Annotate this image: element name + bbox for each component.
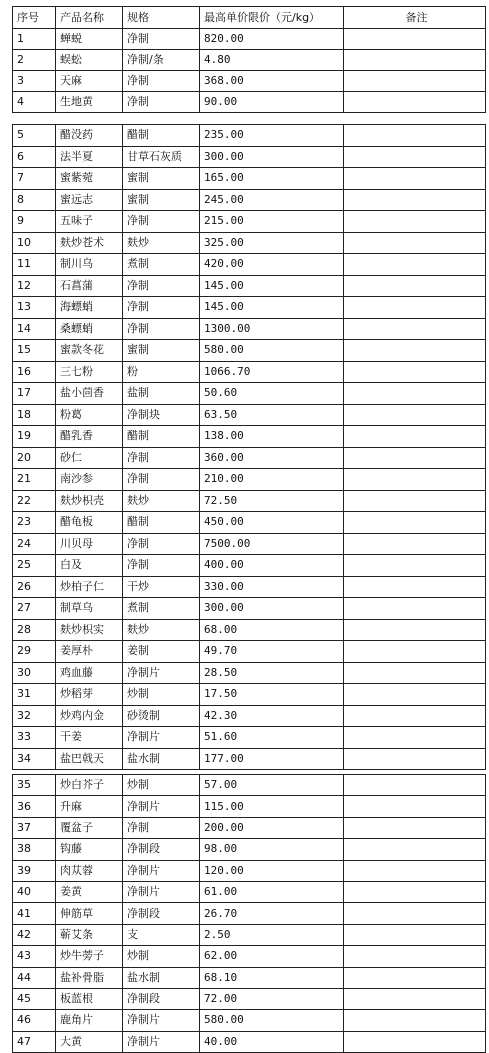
cell-spec: 蜜制 <box>123 168 200 190</box>
cell-index: 35 <box>13 775 56 796</box>
cell-max-price: 2.50 <box>200 924 344 945</box>
cell-product-name: 蜜款冬花 <box>56 340 123 362</box>
cell-max-price: 90.00 <box>200 92 344 113</box>
cell-index: 9 <box>13 211 56 233</box>
cell-remark <box>344 748 486 770</box>
table-row <box>13 232 486 254</box>
cell-spec: 净制片 <box>123 1010 200 1031</box>
cell-remark <box>344 340 486 362</box>
cell-remark <box>344 946 486 967</box>
cell-spec: 净制 <box>123 297 200 319</box>
cell-product-name: 炒稻芽 <box>56 684 123 706</box>
cell-remark <box>344 1031 486 1052</box>
cell-max-price: 42.30 <box>200 705 344 727</box>
table-row <box>13 839 486 860</box>
cell-max-price: 72.00 <box>200 988 344 1009</box>
table-row <box>13 211 486 233</box>
table-row <box>13 775 486 796</box>
cell-index: 41 <box>13 903 56 924</box>
cell-product-name: 三七粉 <box>56 361 123 383</box>
cell-max-price: 215.00 <box>200 211 344 233</box>
cell-max-price: 68.10 <box>200 967 344 988</box>
cell-index: 45 <box>13 988 56 1009</box>
cell-remark <box>344 839 486 860</box>
cell-remark <box>344 469 486 491</box>
table-row <box>13 684 486 706</box>
cell-remark <box>344 29 486 50</box>
cell-max-price: 138.00 <box>200 426 344 448</box>
cell-max-price: 580.00 <box>200 1010 344 1031</box>
cell-spec: 净制 <box>123 71 200 92</box>
cell-index: 36 <box>13 796 56 817</box>
cell-spec: 粉 <box>123 361 200 383</box>
cell-index: 29 <box>13 641 56 663</box>
header-product-name: 产品名称 <box>56 7 123 29</box>
cell-max-price: 68.00 <box>200 619 344 641</box>
cell-product-name: 制草乌 <box>56 598 123 620</box>
cell-remark <box>344 967 486 988</box>
table-row <box>13 490 486 512</box>
cell-spec: 净制段 <box>123 988 200 1009</box>
cell-spec: 净制 <box>123 469 200 491</box>
price-table-part-3 <box>12 774 486 1053</box>
cell-spec: 麸炒 <box>123 232 200 254</box>
table-row <box>13 748 486 770</box>
cell-product-name: 鹿角片 <box>56 1010 123 1031</box>
cell-index: 37 <box>13 817 56 838</box>
cell-max-price: 17.50 <box>200 684 344 706</box>
table-row <box>13 29 486 50</box>
cell-max-price: 360.00 <box>200 447 344 469</box>
cell-spec: 净制 <box>123 555 200 577</box>
table-row <box>13 860 486 881</box>
cell-spec: 甘草石灰质 <box>123 146 200 168</box>
cell-remark <box>344 318 486 340</box>
cell-max-price: 63.50 <box>200 404 344 426</box>
table-row <box>13 533 486 555</box>
cell-spec: 煮制 <box>123 598 200 620</box>
cell-remark <box>344 383 486 405</box>
cell-max-price: 1300.00 <box>200 318 344 340</box>
cell-remark <box>344 533 486 555</box>
cell-remark <box>344 512 486 534</box>
cell-spec: 净制 <box>123 817 200 838</box>
cell-index: 26 <box>13 576 56 598</box>
cell-spec: 干炒 <box>123 576 200 598</box>
cell-remark <box>344 361 486 383</box>
table-row <box>13 988 486 1009</box>
cell-spec: 支 <box>123 924 200 945</box>
cell-index: 33 <box>13 727 56 749</box>
cell-remark <box>344 796 486 817</box>
cell-remark <box>344 189 486 211</box>
table-row <box>13 125 486 147</box>
cell-max-price: 177.00 <box>200 748 344 770</box>
cell-product-name: 蜈蚣 <box>56 50 123 71</box>
cell-product-name: 麸炒苍术 <box>56 232 123 254</box>
cell-remark <box>344 71 486 92</box>
cell-product-name: 蜜紫菀 <box>56 168 123 190</box>
cell-remark <box>344 619 486 641</box>
cell-product-name: 钩藤 <box>56 839 123 860</box>
cell-spec: 姜制 <box>123 641 200 663</box>
cell-spec: 蜜制 <box>123 189 200 211</box>
table-row <box>13 555 486 577</box>
cell-spec: 净制 <box>123 211 200 233</box>
header-max-price: 最高单价限价（元/kg） <box>200 7 344 29</box>
cell-spec: 净制 <box>123 29 200 50</box>
cell-product-name: 天麻 <box>56 71 123 92</box>
cell-index: 44 <box>13 967 56 988</box>
cell-index: 46 <box>13 1010 56 1031</box>
cell-product-name: 大黄 <box>56 1031 123 1052</box>
cell-index: 11 <box>13 254 56 276</box>
price-table-part-2 <box>12 124 486 770</box>
cell-spec: 麸炒 <box>123 490 200 512</box>
table-row <box>13 447 486 469</box>
table-row <box>13 619 486 641</box>
cell-remark <box>344 555 486 577</box>
cell-spec: 净制 <box>123 92 200 113</box>
cell-spec: 净制片 <box>123 1031 200 1052</box>
cell-max-price: 420.00 <box>200 254 344 276</box>
cell-index: 47 <box>13 1031 56 1052</box>
table-row <box>13 662 486 684</box>
cell-product-name: 粉葛 <box>56 404 123 426</box>
cell-spec: 盐水制 <box>123 967 200 988</box>
cell-index: 32 <box>13 705 56 727</box>
cell-max-price: 300.00 <box>200 598 344 620</box>
cell-remark <box>344 168 486 190</box>
table-row <box>13 576 486 598</box>
cell-max-price: 120.00 <box>200 860 344 881</box>
table-row <box>13 641 486 663</box>
cell-spec: 净制段 <box>123 903 200 924</box>
cell-product-name: 炒柏子仁 <box>56 576 123 598</box>
cell-index: 28 <box>13 619 56 641</box>
cell-max-price: 325.00 <box>200 232 344 254</box>
cell-product-name: 板蓝根 <box>56 988 123 1009</box>
cell-spec: 净制 <box>123 318 200 340</box>
cell-remark <box>344 125 486 147</box>
cell-remark <box>344 662 486 684</box>
cell-max-price: 49.70 <box>200 641 344 663</box>
cell-product-name: 盐巴戟天 <box>56 748 123 770</box>
cell-remark <box>344 211 486 233</box>
cell-spec: 盐水制 <box>123 748 200 770</box>
cell-product-name: 制川乌 <box>56 254 123 276</box>
cell-index: 5 <box>13 125 56 147</box>
cell-spec: 醋制 <box>123 426 200 448</box>
cell-remark <box>344 924 486 945</box>
table-row <box>13 946 486 967</box>
cell-max-price: 115.00 <box>200 796 344 817</box>
cell-product-name: 蜜远志 <box>56 189 123 211</box>
cell-remark <box>344 817 486 838</box>
cell-index: 25 <box>13 555 56 577</box>
cell-product-name: 醋龟板 <box>56 512 123 534</box>
cell-spec: 砂烫制 <box>123 705 200 727</box>
table-row <box>13 598 486 620</box>
cell-product-name: 石菖蒲 <box>56 275 123 297</box>
cell-spec: 蜜制 <box>123 340 200 362</box>
cell-product-name: 炒牛蒡子 <box>56 946 123 967</box>
cell-remark <box>344 232 486 254</box>
cell-index: 21 <box>13 469 56 491</box>
table-row <box>13 146 486 168</box>
cell-remark <box>344 775 486 796</box>
cell-remark <box>344 641 486 663</box>
table-row <box>13 924 486 945</box>
table-row <box>13 967 486 988</box>
cell-spec: 净制片 <box>123 662 200 684</box>
table-row <box>13 469 486 491</box>
cell-index: 6 <box>13 146 56 168</box>
cell-spec: 净制/条 <box>123 50 200 71</box>
cell-max-price: 7500.00 <box>200 533 344 555</box>
cell-spec: 净制 <box>123 275 200 297</box>
cell-index: 7 <box>13 168 56 190</box>
table-row <box>13 881 486 902</box>
cell-spec: 净制 <box>123 447 200 469</box>
cell-product-name: 干姜 <box>56 727 123 749</box>
table-row <box>13 796 486 817</box>
cell-index: 12 <box>13 275 56 297</box>
cell-spec: 净制块 <box>123 404 200 426</box>
cell-index: 15 <box>13 340 56 362</box>
cell-spec: 净制段 <box>123 839 200 860</box>
table-row <box>13 275 486 297</box>
cell-index: 14 <box>13 318 56 340</box>
cell-remark <box>344 1010 486 1031</box>
cell-spec: 净制片 <box>123 881 200 902</box>
cell-remark <box>344 988 486 1009</box>
cell-index: 19 <box>13 426 56 448</box>
table-row <box>13 903 486 924</box>
cell-remark <box>344 490 486 512</box>
cell-index: 20 <box>13 447 56 469</box>
cell-index: 39 <box>13 860 56 881</box>
cell-spec: 净制 <box>123 533 200 555</box>
cell-remark <box>344 50 486 71</box>
table-header-row <box>13 7 486 29</box>
cell-index: 22 <box>13 490 56 512</box>
cell-product-name: 醋没药 <box>56 125 123 147</box>
table-row <box>13 340 486 362</box>
cell-spec: 炒制 <box>123 775 200 796</box>
cell-max-price: 820.00 <box>200 29 344 50</box>
table-row <box>13 426 486 448</box>
cell-product-name: 鸡血藤 <box>56 662 123 684</box>
cell-max-price: 1066.70 <box>200 361 344 383</box>
table-row <box>13 705 486 727</box>
cell-product-name: 炒鸡内金 <box>56 705 123 727</box>
table-row <box>13 1031 486 1052</box>
table-row <box>13 361 486 383</box>
cell-remark <box>344 146 486 168</box>
header-index: 序号 <box>13 7 56 29</box>
cell-remark <box>344 705 486 727</box>
cell-product-name: 南沙参 <box>56 469 123 491</box>
cell-spec: 麸炒 <box>123 619 200 641</box>
cell-index: 24 <box>13 533 56 555</box>
cell-spec: 醋制 <box>123 125 200 147</box>
header-spec: 规格 <box>123 7 200 29</box>
table-row <box>13 1010 486 1031</box>
cell-product-name: 麸炒枳壳 <box>56 490 123 512</box>
cell-product-name: 五味子 <box>56 211 123 233</box>
cell-product-name: 姜黄 <box>56 881 123 902</box>
cell-max-price: 61.00 <box>200 881 344 902</box>
cell-index: 23 <box>13 512 56 534</box>
cell-spec: 炒制 <box>123 684 200 706</box>
cell-index: 31 <box>13 684 56 706</box>
cell-remark <box>344 576 486 598</box>
cell-product-name: 蕲艾条 <box>56 924 123 945</box>
cell-max-price: 235.00 <box>200 125 344 147</box>
cell-index: 38 <box>13 839 56 860</box>
cell-index: 16 <box>13 361 56 383</box>
cell-remark <box>344 404 486 426</box>
cell-product-name: 炒白芥子 <box>56 775 123 796</box>
cell-max-price: 450.00 <box>200 512 344 534</box>
cell-product-name: 砂仁 <box>56 447 123 469</box>
cell-index: 17 <box>13 383 56 405</box>
cell-spec: 煮制 <box>123 254 200 276</box>
cell-max-price: 57.00 <box>200 775 344 796</box>
header-remark: 备注 <box>344 7 486 29</box>
cell-max-price: 165.00 <box>200 168 344 190</box>
cell-index: 13 <box>13 297 56 319</box>
cell-max-price: 145.00 <box>200 275 344 297</box>
table-row <box>13 168 486 190</box>
table-row <box>13 512 486 534</box>
cell-remark <box>344 426 486 448</box>
cell-max-price: 245.00 <box>200 189 344 211</box>
cell-max-price: 580.00 <box>200 340 344 362</box>
cell-max-price: 50.60 <box>200 383 344 405</box>
cell-product-name: 醋乳香 <box>56 426 123 448</box>
cell-max-price: 40.00 <box>200 1031 344 1052</box>
table-row <box>13 404 486 426</box>
cell-index: 4 <box>13 92 56 113</box>
table-row <box>13 297 486 319</box>
cell-product-name: 麸炒枳实 <box>56 619 123 641</box>
cell-spec: 净制片 <box>123 796 200 817</box>
cell-index: 27 <box>13 598 56 620</box>
cell-product-name: 川贝母 <box>56 533 123 555</box>
cell-spec: 净制片 <box>123 860 200 881</box>
cell-product-name: 生地黄 <box>56 92 123 113</box>
cell-remark <box>344 881 486 902</box>
cell-product-name: 伸筋草 <box>56 903 123 924</box>
cell-index: 34 <box>13 748 56 770</box>
cell-remark <box>344 92 486 113</box>
cell-product-name: 桑螵蛸 <box>56 318 123 340</box>
cell-spec: 盐制 <box>123 383 200 405</box>
cell-product-name: 盐小茴香 <box>56 383 123 405</box>
cell-product-name: 肉苁蓉 <box>56 860 123 881</box>
cell-spec: 炒制 <box>123 946 200 967</box>
cell-product-name: 蝉蜕 <box>56 29 123 50</box>
cell-max-price: 62.00 <box>200 946 344 967</box>
cell-max-price: 26.70 <box>200 903 344 924</box>
cell-remark <box>344 860 486 881</box>
cell-index: 43 <box>13 946 56 967</box>
cell-remark <box>344 727 486 749</box>
cell-product-name: 升麻 <box>56 796 123 817</box>
cell-index: 18 <box>13 404 56 426</box>
cell-index: 3 <box>13 71 56 92</box>
cell-max-price: 51.60 <box>200 727 344 749</box>
cell-remark <box>344 297 486 319</box>
cell-index: 2 <box>13 50 56 71</box>
cell-remark <box>344 447 486 469</box>
cell-remark <box>344 903 486 924</box>
table-row <box>13 817 486 838</box>
cell-remark <box>344 275 486 297</box>
cell-index: 10 <box>13 232 56 254</box>
cell-remark <box>344 684 486 706</box>
cell-max-price: 28.50 <box>200 662 344 684</box>
cell-max-price: 4.80 <box>200 50 344 71</box>
cell-product-name: 白及 <box>56 555 123 577</box>
cell-product-name: 盐补骨脂 <box>56 967 123 988</box>
table-row <box>13 189 486 211</box>
cell-index: 30 <box>13 662 56 684</box>
cell-product-name: 法半夏 <box>56 146 123 168</box>
cell-product-name: 覆盆子 <box>56 817 123 838</box>
cell-spec: 醋制 <box>123 512 200 534</box>
cell-max-price: 98.00 <box>200 839 344 860</box>
cell-index: 8 <box>13 189 56 211</box>
cell-max-price: 330.00 <box>200 576 344 598</box>
table-row <box>13 71 486 92</box>
cell-max-price: 400.00 <box>200 555 344 577</box>
cell-max-price: 300.00 <box>200 146 344 168</box>
cell-max-price: 210.00 <box>200 469 344 491</box>
cell-remark <box>344 598 486 620</box>
cell-max-price: 368.00 <box>200 71 344 92</box>
cell-max-price: 72.50 <box>200 490 344 512</box>
cell-index: 40 <box>13 881 56 902</box>
cell-max-price: 200.00 <box>200 817 344 838</box>
table-row <box>13 727 486 749</box>
cell-max-price: 145.00 <box>200 297 344 319</box>
cell-index: 1 <box>13 29 56 50</box>
table-row <box>13 254 486 276</box>
cell-product-name: 姜厚朴 <box>56 641 123 663</box>
price-table-part-1 <box>12 6 486 113</box>
table-row <box>13 318 486 340</box>
table-row <box>13 50 486 71</box>
table-row <box>13 92 486 113</box>
cell-product-name: 海螵蛸 <box>56 297 123 319</box>
cell-remark <box>344 254 486 276</box>
cell-index: 42 <box>13 924 56 945</box>
cell-spec: 净制片 <box>123 727 200 749</box>
table-row <box>13 383 486 405</box>
